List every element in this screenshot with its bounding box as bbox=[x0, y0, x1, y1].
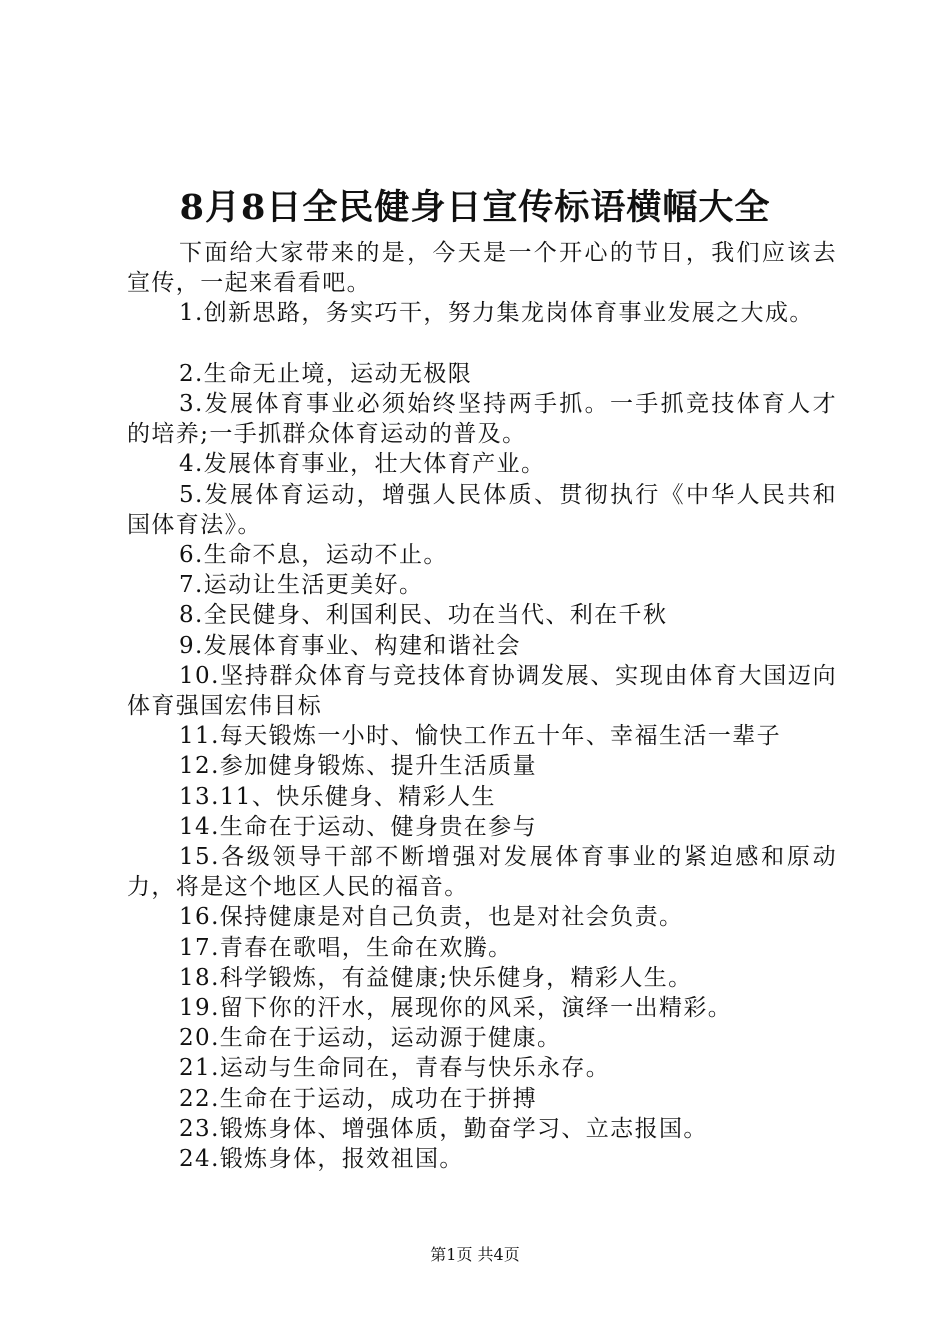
slogan-item: 4.发展体育事业，壮大体育产业。 bbox=[179, 451, 546, 478]
slogan-item: 19.留下你的汗水，展现你的风采，演绎一出精彩。 bbox=[179, 995, 733, 1022]
slogan-item: 3.发展体育事业必须始终坚持两手抓。一手抓竞技体育人才的培养;一手抓群众体育运动的普及。 bbox=[127, 391, 837, 448]
slogan-item: 17.青春在歌唱，生命在欢腾。 bbox=[179, 934, 513, 961]
slogan-item: 5.发展体育运动，增强人民体质、贯彻执行《中华人民共和国体育法》。 bbox=[127, 481, 837, 538]
slogan-item: 7.运动让生活更美好。 bbox=[179, 572, 424, 599]
slogan-item: 14.生命在于运动、健身贵在参与 bbox=[179, 813, 537, 840]
slogan-item: 10.坚持群众体育与竞技体育协调发展、实现由体育大国迈向体育强国宏伟目标 bbox=[127, 662, 837, 720]
slogan-item: 9.发展体育事业、构建和谐社会 bbox=[179, 632, 521, 659]
slogan-item: 21.运动与生命同在，青春与快乐永存。 bbox=[179, 1055, 611, 1082]
slogan-item: 22.生命在于运动，成功在于拼搏 bbox=[179, 1085, 537, 1112]
slogan-item: 23.锻炼身体、增强体质，勤奋学习、立志报国。 bbox=[179, 1115, 708, 1142]
slogan-item: 8.全民健身、利国利民、功在当代、利在千秋 bbox=[179, 602, 668, 629]
slogan-item: 11.每天锻炼一小时、愉快工作五十年、幸福生活一辈子 bbox=[179, 723, 781, 750]
intro-paragraph: 下面给大家带来的是，今天是一个开心的节日，我们应该去宣传，一起来看看吧。 bbox=[127, 240, 837, 297]
document-title: 8月8日全民健身日宣传标语横幅大全 bbox=[179, 187, 771, 228]
slogan-item: 12.参加健身锻炼、提升生活质量 bbox=[179, 753, 537, 780]
slogan-item: 6.生命不息，运动不止。 bbox=[179, 542, 448, 569]
slogan-item: 24.锻炼身体，报效祖国。 bbox=[179, 1146, 464, 1173]
slogan-item: 2.生命无止境，运动无极限 bbox=[179, 360, 473, 387]
slogan-item: 15.各级领导干部不断增强对发展体育事业的紧迫感和原动力，将是这个地区人民的福音。 bbox=[127, 844, 837, 901]
slogan-item: 16.保持健康是对自己负责，也是对社会负责。 bbox=[179, 904, 684, 931]
slogan-item: 18.科学锻炼，有益健康;快乐健身，精彩人生。 bbox=[179, 964, 693, 991]
slogan-item: 13.11、快乐健身、精彩人生 bbox=[179, 783, 496, 810]
slogan-item: 1.创新思路，务实巧干，努力集龙岗体育事业发展之大成。 bbox=[179, 300, 814, 327]
slogan-item: 20.生命在于运动，运动源于健康。 bbox=[179, 1025, 562, 1052]
page-number-footer: 第1页 共4页 bbox=[430, 1245, 520, 1264]
document-body bbox=[127, 238, 837, 1174]
